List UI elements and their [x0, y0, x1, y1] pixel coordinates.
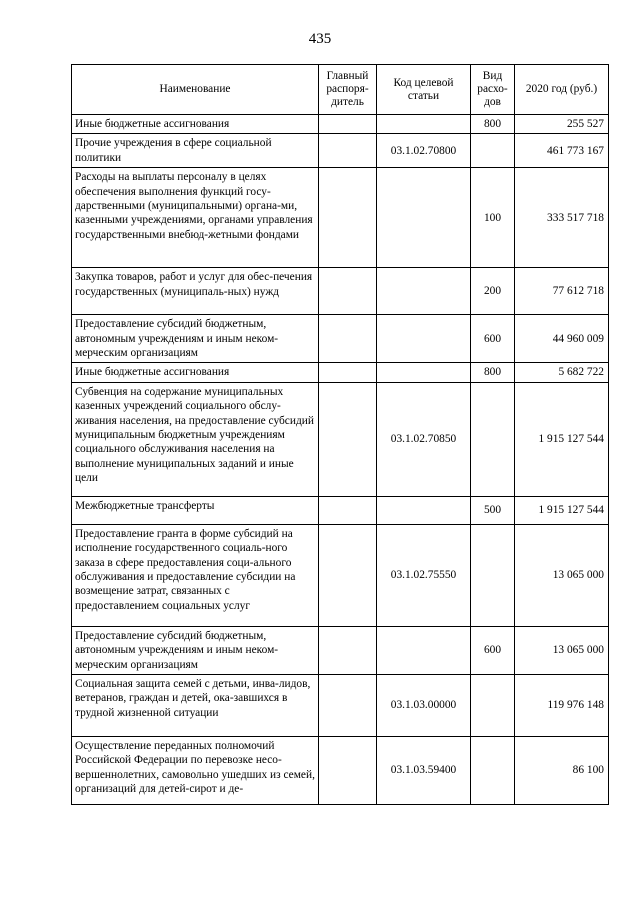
- header-name: Наименование: [72, 65, 319, 115]
- table-row: [72, 382, 609, 496]
- row-kind: [471, 134, 515, 168]
- table-row: [72, 363, 609, 382]
- table-row: [72, 737, 609, 805]
- row-code: [377, 496, 471, 524]
- row-code: [377, 168, 471, 268]
- row-code: [377, 315, 471, 363]
- row-kind: [471, 675, 515, 737]
- row-name: Социальная защита семей с детьми, инва-лидов, ветеранов, граждан и детей, ока-завшихся в трудной жизненной ситуации: [72, 675, 319, 737]
- table-row: [72, 524, 609, 626]
- table-row: [72, 626, 609, 674]
- row-manager: [319, 315, 377, 363]
- row-name: Субвенция на содержание муниципальных казенных учреждений социального обслу-живания населения, на предоставление субсидий муниципальным бюджетным учреждениям социального обслуживания населения на выполнение муниципальных заданий и иные цели: [72, 382, 319, 496]
- row-sum: 77 612 718: [515, 268, 609, 315]
- row-code: [377, 115, 471, 134]
- row-kind: 600: [471, 626, 515, 674]
- row-name: Закупка товаров, работ и услуг для обес-печения государственных (муниципаль-ных) нужд: [72, 268, 319, 315]
- row-name: Предоставление субсидий бюджетным, автономным учреждениям и иным неком-мерческим организациям: [72, 315, 319, 363]
- row-sum: 119 976 148: [515, 675, 609, 737]
- page-number: 435: [308, 31, 332, 47]
- row-sum: 13 065 000: [515, 626, 609, 674]
- table-body: [72, 115, 609, 805]
- table-row: [72, 115, 609, 134]
- row-manager: [319, 524, 377, 626]
- row-sum: 1 915 127 544: [515, 496, 609, 524]
- header-manager: Главный распоря-дитель: [319, 65, 377, 115]
- row-code: 03.1.03.59400: [377, 737, 471, 805]
- row-sum: 44 960 009: [515, 315, 609, 363]
- row-manager: [319, 626, 377, 674]
- table-header-row: [72, 65, 609, 115]
- row-manager: [319, 675, 377, 737]
- row-name: Предоставление гранта в форме субсидий на исполнение государственного социаль-ного заказа в сфере предоставления соци-ального обслуживания и предоставление субсидии на возмещение затрат, связанных с предоставлением социальных услуг: [72, 524, 319, 626]
- row-code: [377, 363, 471, 382]
- row-code: 03.1.03.00000: [377, 675, 471, 737]
- row-name: Осуществление переданных полномочий Российской Федерации по перевозке несо-вершеннолетних, самовольно ушедших из семей, организаций для детей-сирот и де-: [72, 737, 319, 805]
- row-kind: 100: [471, 168, 515, 268]
- header-kind: Вид расхо-дов: [471, 65, 515, 115]
- row-kind: 800: [471, 115, 515, 134]
- table-row: [72, 168, 609, 268]
- row-name: Иные бюджетные ассигнования: [72, 115, 319, 134]
- row-manager: [319, 737, 377, 805]
- row-name: Расходы на выплаты персоналу в целях обеспечения выполнения функций госу-дарственными (муниципальными) органа-ми, казенными учреждениями, органами управления государственными внебюд-жетными фондами: [72, 168, 319, 268]
- row-code: 03.1.02.70800: [377, 134, 471, 168]
- table-row: [72, 315, 609, 363]
- header-code: Код целевой статьи: [377, 65, 471, 115]
- row-kind: 200: [471, 268, 515, 315]
- row-sum: 5 682 722: [515, 363, 609, 382]
- row-code: [377, 626, 471, 674]
- row-manager: [319, 168, 377, 268]
- table-row: [72, 134, 609, 168]
- row-sum: 461 773 167: [515, 134, 609, 168]
- row-name: Межбюджетные трансферты: [72, 496, 319, 524]
- row-kind: [471, 382, 515, 496]
- row-manager: [319, 268, 377, 315]
- row-manager: [319, 115, 377, 134]
- row-manager: [319, 134, 377, 168]
- row-code: [377, 268, 471, 315]
- row-sum: 333 517 718: [515, 168, 609, 268]
- row-code: 03.1.02.70850: [377, 382, 471, 496]
- row-kind: [471, 737, 515, 805]
- row-kind: 500: [471, 496, 515, 524]
- row-sum: 86 100: [515, 737, 609, 805]
- table-row: [72, 496, 609, 524]
- row-name: Иные бюджетные ассигнования: [72, 363, 319, 382]
- row-name: Предоставление субсидий бюджетным, автономным учреждениям и иным неком-мерческим организациям: [72, 626, 319, 674]
- row-kind: 800: [471, 363, 515, 382]
- budget-table: [71, 64, 609, 805]
- row-sum: 13 065 000: [515, 524, 609, 626]
- row-code: 03.1.02.75550: [377, 524, 471, 626]
- table-row: [72, 675, 609, 737]
- row-manager: [319, 363, 377, 382]
- table-row: [72, 268, 609, 315]
- row-sum: 1 915 127 544: [515, 382, 609, 496]
- row-kind: [471, 524, 515, 626]
- row-sum: 255 527: [515, 115, 609, 134]
- header-sum: 2020 год (руб.): [515, 65, 609, 115]
- row-kind: 600: [471, 315, 515, 363]
- row-manager: [319, 382, 377, 496]
- row-name: Прочие учреждения в сфере социальной политики: [72, 134, 319, 168]
- row-manager: [319, 496, 377, 524]
